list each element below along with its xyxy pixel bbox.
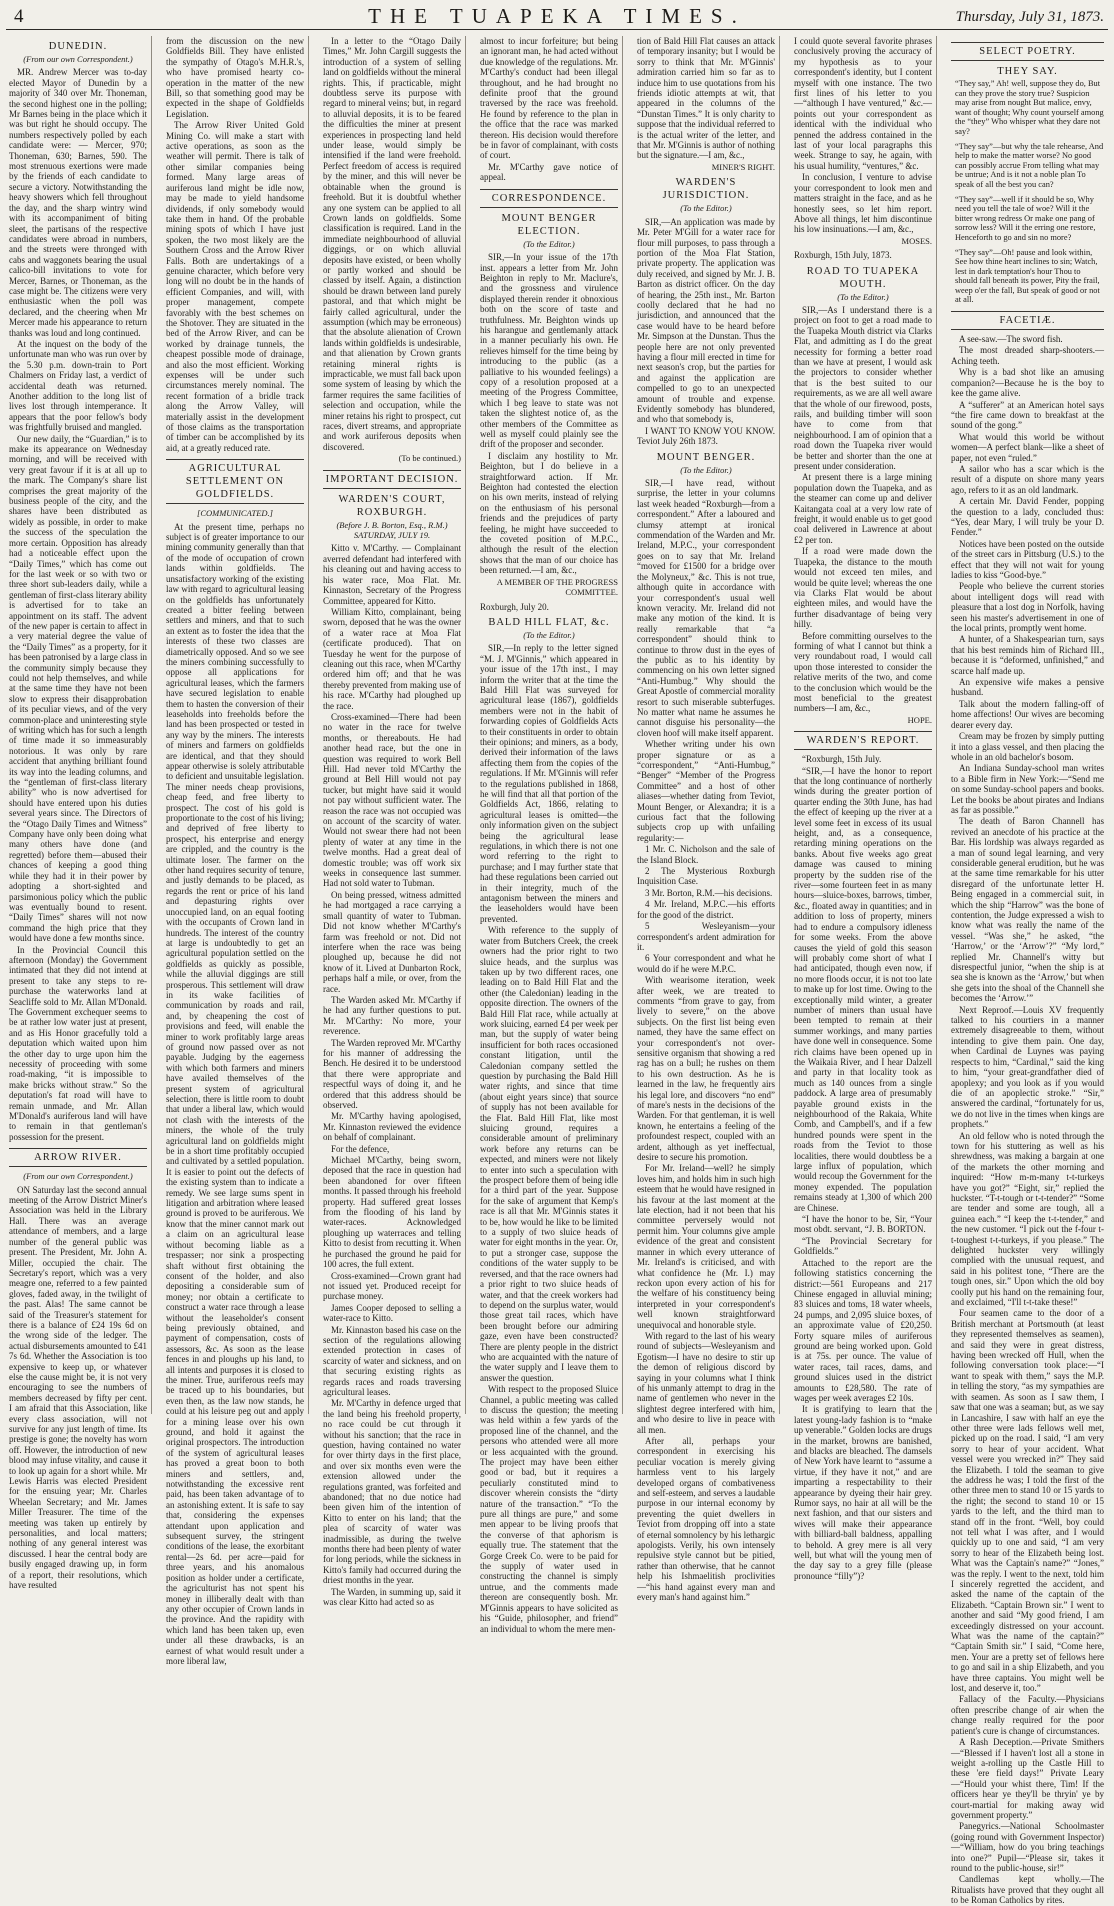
paragraph: After all, perhaps your correspondent in exercising his peculiar vocation is merely giving harmless vent to his largely developed organs of combativeness and self-esteem, and serves a laudable purpose in our internal economy by preventing the quiet dwellers in Teviot from dropping off into a state of eternal somnolency by his lethargic apologists. Verily, his own intensely repulsive style cannot but be pitied, rather than otherwise, that he cannot help his Ishmaelitish proclivities—“his hand against every man and every man's hand against him.” [637,1436,775,1603]
paragraph: On being pressed, witness admitted he had mortgaged a race carrying a small quantity of water to Tubman. Did not know whether M'Carthy's farm was freehold or not. Did not interfere when the race was being ploughed up, because he did not know of it. Lived at Dunbarton Rock, perhaps half a mile, or over, from the race. [323,889,461,994]
paragraph: A “sufferer” at an American hotel says “the fire came down to breakfast at the sound of the gong.” [951,399,1104,431]
paragraph: In a letter to the “Otago Daily Times,” Mr. John Cargill suggests the introduction of a system of selling land on goldfields without the mineral rights. This, if practicable, might doubtless serve its purpose with regard to mineral veins; but, in regard to alluvial deposits, it is to be feared the difficulties the miner at present experiences in prospecting land held under lease, would simply be intensified if the land were freehold. Perfect freedom of access is required by the miner, and this will never be obtainable when the ground is freehold. But it is doubtful whether any one system can be applied to all Crown lands on goldfields. Some classification is required. Land in the immediate neighbourhood of alluvial diggings, or on which alluvial deposits have existed, or been wholly or partly worked and should be classed by itself. Again, a distinction should be drawn between land purely pastoral, and that which might be fairly called agricultural, under the assumption (which may be erroneous) that the absolute alienation of Crown lands within goldfields is undesirable, and that alienation by Crown grants retaining mineral rights is impracticable, we must fall back upon some system of leasing by which the farmer requires the same facilities of selection and occupation, while the miner retains his right to prospect, cut races, divert streams, and appropriate and work auriferous deposits when discovered. [323,36,461,452]
paragraph: The Warden, in summing up, said it was clear Kitto had acted so as [323,1586,461,1608]
paragraph: The Warden asked Mr. M'Carthy if he had any further questions to put. Mr. M'Carthy: No more, your reverence. [323,994,461,1037]
paragraph: Mr. M'Carthy having apologised, Mr. Kinnaston reviewed the evidence on behalf of complainant. [323,1111,461,1143]
paragraph: Mr. Kinnaston based his case on the section of the regulations allowing extended protection in cases of scarcity of water and sickness, and on that securing existing rights as regards races and roads traversing agricultural leases. [323,1324,461,1397]
paragraph: Cross-examined—Crown grant had not issued yet. Produced receipt for purchase money. [323,1270,461,1302]
byline: (From our own Correspondent.) [23,1171,133,1182]
paragraph: Our new daily, the “Guardian,” is to make its appearance on Wednesday morning, and will be received with very great favour if it is at all up to the mark. The Company's share list comprises the great majority of the business people of the city, and the shares have been distributed as widely as possible, in order to make the success of the speculation the more certain. Opposition has already had a noticeable effect upon the “Daily Times,” which has come out for the last week or so with two or three short sub-leaders daily, while a gentleman of first-class literary ability is advertised for to take an appointment on its staff. The advent of the new paper is certain to affect in a very material degree the value of the “Daily Times” as a property, for it has been patronised by a large class in the community simply because they could not help themselves, and while at the same time they have not been slow to express their disapprobation of its peculiar views, and of the very common-place and uninteresting style of writing which has for such a length of time made it so immeasurably notorious. It was only by rare accident that anything brilliant found its way into the leading columns, and the “gentleman of first-class literary ability” who is now advertised for should have entered upon his duties several years since. The Directors of the “Otago Daily Times and Witness” Company have only been doing what many others have done (and regretted) before them—abused their chances of keeping a good thing while they had it in their power by adopting a short-sighted and parsimonious policy which the public was eventually bound to resent. “Daily Times” shares will not now command the high price that they would have done a few months since. [9,433,147,944]
byline: (From our own Correspondent.) [23,54,133,64]
paragraph: The Warden reproved Mr. M'Carthy for his manner of addressing the Bench. He desired it to be understood that there were appropriate and respectful ways of doing it, and he ordered that this address should be observed. [323,1037,461,1110]
paragraph: A sailor who has a scar which is the result of a dispute on shore many years ago, refers to it as an old landmark. [951,463,1104,495]
paragraph: “Roxburgh, 15th July. [802,754,882,765]
paragraph: An Indiana Sunday-school man writes to a Bible firm in New York:—“Send me on some Sunday-school papers and books. Let the books be about pirates and Indians as far as possible.” [951,763,1104,815]
paragraph: 6 Your correspondent and what he would do if he were M.P.C. [637,953,775,974]
newspaper-title: THE TUAPEKA TIMES. [368,4,746,28]
article-heading: THEY SAY. [997,66,1058,77]
poem-stanza: “They say,” Ah! well, suppose they do, But can they prove the story true? Suspicion may arise from nought But malice, envy, want of thought; Why count yourself among the “they” Who whisper what they dare not say? [955,79,1104,136]
signature: (To be continued.) [398,453,461,464]
paragraph: A Rash Deception.—Private Smithers—“Blessed if I haven't lost all a stone in weight a-rolling up the Castle Hill to these 'ere field days!” Private Leary—“Hould your whist there, Tim! If the officers hear ye they'll be thryin' ye by court-martial for making away wid government property.” [951,1737,1104,1820]
paragraph: With regard to the last of his weary round of subjects—Wesleyanism and Egotism—I have no desire to stir up the demon of religious discord by saying in your columns what I think of his unmanly attempt to drag in the name of gentlemen who never in the slightest degree interfered with him, and who desire to live in peace with all men. [637,1330,775,1435]
column-5 [634,36,780,1603]
paragraph: 1 Mr. C. Nicholson and the sale of the Island Block. [637,844,775,865]
paragraph: A hunter, of a Shakespearian turn, says that his best reminds him of Richard III., because it is “deformed, unfinished,” and scarce half made up. [951,634,1104,676]
paragraph: Cream may be frozen by simply putting it into a glass vessel, and then placing the whole in an old bachelor's bosom. [951,731,1104,762]
paragraph: I disclaim any hostility to Mr. Beighton, but I do believe in a straightforward action. If Mr. Beighton had contested the election on his own merits, instead of relying on the enthusiasm of his personal friends and the prejudices of party feeling, he might have succeeded to the coveted position of M.P.C., although the result of the election shows that the man of our choice has been returned.—I am, &c., [480,450,618,576]
paragraph: Kitto v. M'Carthy. — Complainant averred defendant had interfered with his cleaning out and having access to his water race, Moa Flat. Mr. Kinnaston, Secretary of the Progress Committee, appeared for Kitto. [323,543,461,606]
paragraph: It is gratifying to learn that the latest young-lady fashion is to “make up venerable.” Golden locks are drugs in the market, browns are banished, and blacks are bleached. The damsels of New York have learnt to “assume a virtue, if they have it not,” and are imparting a respectability to their appearance by dyeing their hair grey. Rumor says, no hair at all will be the next fashion, and that our sisters and wives will make their appearance with billiard-ball baldness, appalling to behold. A grey mere is all very well, but what will the young men of the day say to a grey fille (please pronounce “filly”)? [794,1404,932,1581]
paragraph: At the inquest on the body of the unfortunate man who was run over by the 5.30 p.m. down-train to Port Chalmers on Friday last, a verdict of accidental death was returned. Another addition to the long list of lives lost through intemperance. It appears that the poor fellow's body was frightfully bruised and mangled. [9,338,147,433]
paragraph: “SIR,—I have the honor to report that the long continuance of northerly winds during the greater portion of quarter ending the 30th June, has had the effect of keeping up the river at a level some feet in excess of its usual height, and, as a consequence, retarding mining operations on the banks. About five weeks ago great damage was caused to mining property by the sudden rise of the river—some fourteen feet in as many hours—sluice-boxes, barrows, timber, &c., floated away in quantities; and in addition to loss of property, miners had to endure a compulsory idleness for some weeks. From the above causes the yield of gold this season will probably come short of what I had anticipated, though even now, if no more floods occur, it is not too late to make up for lost time. Owing to the exceptionally mild winter, a greater number of miners than usual have been tempted to remain at their summer workings, and many parties have done well in consequence. Some rich claims have been opened up in the Waikaia River, and I hear Dalzell and party in that locality took as much as 140 ounces from a single paddock. A large area of presumably payable ground exists in the neighbourhood of the Rakaia, White Comb, and Campbell's, and if a few hundred pounds were spent in the roads from the Teviot to those localities, there would doubtless be a large influx of population, which would recoup the Government for the money expended. The population remains steady at 1,300 of which 200 are Chinese. [794,765,932,1213]
byline: (To the Editor.) [837,291,889,302]
byline: (Before J. B. Borton, Esq., R.M.) SATURDAY, JULY 19. [336,519,448,541]
paragraph: 4 Mr. Ireland, M.P.C.—his efforts for the good of the district. [637,899,775,920]
paragraph: “I have the honor to be, Sir, “Your most obdt. servant, “J. B. BORTON. [794,1214,932,1235]
paragraph: The most dreaded sharp-shooters.—Aching teeth. [951,345,1104,366]
paragraph: With reference to the supply of water from Butchers Creek, the creek owners had the prior right to two sluice heads, and the surplus was taken up by two different races, one leading on to Bald Hill Flat and the other (the Caledonian) leading in the opposite direction. The owners of the Bald Hill Flat race, while actually at work sluicing, earned £4 per week per man, but the supply of water being insufficient for both races occasioned constant litigation, until the Caledonian company settled the question by purchasing the Bald Hill water rights, and since that time (about eight years since) that source of supply has not been available for the Flat. Bald Hill Flat, like most sluicing ground, requires a considerable amount of preliminary work before any returns can be expected, and miners were not likely to enter into such a speculation with the prospect before them of being idle for a third part of the year. Suppose for the sake of argument that Kemp's race is all that Mr. M'Ginnis states it to be, how would he like to be limited to a supply of two sluice heads of water for eight months in the year. Or, to put a stronger case, suppose the conditions of the water supply to be reversed, and that the race owners had a prior right to two sluice heads of water, and that the creek workers had to depend on the surplus water, would those great tail races, which have been brought before our admiring gaze, even have been constructed? There are plenty people in the district who are acquainted with the nature of the water supply and I leave them to answer the question. [480,925,618,1383]
poem-stanza-wrapper [951,248,1104,306]
paragraph: With wearisome iteration, week after week, we are treated to comments “from grave to gay, from lively to severe,” on the above subjects. On the first list being even named, they have the same effect on your correspondent's not over-sensitive organism that showing a red rag has on a bull; he rushes on them to his own destruction. As he is learned in the law, he frequently airs his legal lore, and discovers “no end” of mare's nests in the decisions of the Warden. For that gentleman, it is well known, he entertains a feeling of the profoundest respect, coupled with an ardent, although as yet ineffectual, desire to secure his promotion. [637,975,775,1163]
poem-stanza-wrapper [951,142,1104,190]
paragraph: Candlemas kept wholly.—The Ritualists have proved that they ought all to be Roman Catholics by rites. [951,1874,1104,1906]
paragraph: The Arrow River United Gold Mining Co. will make a start with active operations, as soon as the weather will permit. There is talk of other similar companies being formed. Many large areas of auriferous land might be idle now, may be made to yield handsome dividends, if only somebody would take them in hand. Of the probable mining spots of which I have just spoken, the two most likely are the Southern Cross and the Arrow River Falls. Both are undertakings of a genuine character, which before very long will no doubt be in the hands of efficient Companies, and will, with proper management, compete favorably with the best schemes on the Shotover. They are situated in the bed of the Arrow River, and can be worked by drainage tunnels, the cheapest possible mode of drainage, and also the most efficient. Working expenses will be under such circumstances merely nominal. The recent formation of a bridle track along the Arrow Valley, will materially assist in the development of those claims as the transportation of timber can be accomplished by its aid, at a greatly reduced rate. [166,120,304,453]
article-heading: DUNEDIN. [48,41,108,52]
paragraph: Fallacy of the Faculty.—Physicians often prescribe change of air when the change really required for the poor patient's cure is change of circumstances. [951,1694,1104,1736]
byline: (To the Editor.) [523,238,575,249]
article-heading: WARDEN'S REPORT. [794,731,932,750]
paragraph: What would this world be without women—A perfect blank—like a sheet of paper, not even “ruled.” [951,431,1104,463]
paragraph: At present there is a large mining population down the Tuapeka, and as the steamer can come up and deliver Kaitangata coal at a very low rate of freight, it would enable us to get good coal delivered in Lawrence at about £2 per ton. [794,472,932,545]
column-3 [320,36,466,1608]
paragraph: I could quote several favorite phrases conclusively proving the accuracy of my hypothesis as to your correspondent's identity, but I content myself with one instance. The two first lines of his letter to you—“although I have ventured,” &c.—points out your correspondent as identical with the individual who penned the address contained in the last of your local paragraphs this week. Strange to say, he again, with his usual humility, “ventures,” &c. [794,36,932,171]
poem-stanza: “They say”—but why the tale rehearse, And help to make the matter worse? No good can possibly accrue From telling what may be untrue; And is it not a noble plan To speak of all the best you can? [955,141,1104,189]
paragraph: Talk about the modern falling-off of home affections! Our wives are becoming dearer every day. [951,698,1104,730]
signature: HOPE. [907,714,932,725]
paragraph: Roxburgh, July 20. [480,601,549,612]
issue-date: Thursday, July 31, 1873. [955,9,1104,25]
paragraph: Notices have been posted on the outside of the street cars in Pittsburg (U.S.) to the effect that they will not wait for young ladies to kiss “Good-bye.” [951,538,1104,580]
byline: [COMMUNICATED.] [197,508,273,519]
byline: (To the Editor.) [680,464,732,475]
paragraph: Mr. M'Carthy in defence urged that the land being his freehold property, no race could be cut through it without his sanction; that the race in question, having contained no water for over thirty days in the first place, and over six months even were the extension allowed under the regulations granted, was forfeited and abandoned; that no due notice had been given him of the intention of Kitto to enter on his land; that the plea of scarcity of water was inadmissible, as during the twelve months there had been plenty of water for long periods, while the sickness in Kitto's family had occurred during the driest months in the year. [323,1398,461,1586]
paragraph: In the Provincial Council this afternoon (Monday) the Government intimated that they did not intend at present to take any steps to re-purchase the waterworks land at Seacliffe sold to Mr. Allan M'Donald. The Government exchequer seems to be at rather low water just at present, and as His Honor gracefully told a deputation which waited upon him the other day to urge upon him the necessity of proceeding with some road-making, “it is impossible to make bricks without straw.” So the deputation's fat road will have to remain unmade, and Mr. Allan M'Donald's auriferous land will have to remain in that gentleman's possession for the present. [9,944,147,1142]
paragraph: SIR,—In your issue of the 17th inst. appears a letter from Mr. John Beighton in reply to Mr. Maclure's, and the grossness and virulence displayed therein render it obnoxious both on the score of taste and truthfulness. Mr. Beighton winds up his harangue and gentlemanly attack in a manner peculiarly his own. He relieves himself for the time being by introducing to the public (as a palliative to his wounded feelings) a copy of a resolution proposed at a meeting of the Progress Committee, which I beg leave to state was not taken the slightest notice of, as the other members of the Committee as well as myself could plainly see the drift of the proposer and seconder. [480,252,618,450]
paragraph: For the defence, [331,1143,390,1154]
signature: MINER'S RIGHT. [711,161,775,172]
masthead [6,4,1108,30]
paragraph: 3 Mr. Borton, R.M.—his decisions. [645,887,773,898]
byline: (To the Editor.) [680,203,732,214]
paragraph: A see-saw.—The sword fish. [959,334,1063,345]
paragraph: 5 Wesleyanism—your correspondent's ardent admiration for it. [637,921,775,952]
paragraph: ON Saturday last the second annual meeting of the Arrow District Miner's Association was held in the Library Hall. There was an average attendance of members, and a large number of the general public was present. The President, Mr. John A. Miller, occupied the chair. The Secretary's report, which was a very meagre one, referred to a few painted gloves, faded away, in the twilight of the past. Alas! The same cannot be said of the Treasurer's statement for there is a balance of £24 19s 6d on the wrong side of the ledger. The actual disbursements amounted to £41 7s 6d. Whether the Association is too expensive to keep up, or whatever else the cause might be, it is not very encouraging to see the numbers of members decreased by fifty per cent. I am afraid that this Association, like every class association, will not survive for any just length of time. Its prestige is gone; the novelty has worn off. However, the introduction of new blood may infuse vitality, and cause it to look up again for a short while. Mr Lewis Harris was elected President for the ensuing year; Mr. Charles Wheelan Secretary; and Mr. James Miller Treasurer. The time of the meeting was taken up entirely by personalities, and local matters; nothing of any general interest was discussed. I hear the central body are busily engaged drawing up, in form of a report, their resolutions, which have resulted [9,1184,147,1591]
article-heading: AGRICULTURAL SETTLEMENT ON GOLDFIELDS. [166,459,304,504]
column-6 [791,36,937,1581]
paragraph: Panegyrics.—National Schoolmaster (going round with Government Inspector)—“William, how do you bring teachings into one?” Pupil—“Please sir, takes it round to the public-house, sir!” [951,1821,1104,1873]
article-heading: ROAD TO TUAPEKA MOUTH. [806,265,920,290]
paragraph: from the discussion on the new Goldfields Bill. They have enlisted the sympathy of Otago's M.H.R.'s, who have promised hearty co-operation in the matter of the new Bill, so that something good may be expected in the shape of Goldfields Legislation. [166,36,304,119]
paragraph: tion of Bald Hill Flat causes an attack of temporary insanity; but I would be sorry to think that Mr. M'Ginnis' admiration carried him so far as to induce him to use quotations from his friends idiotic attempts at wit, that appeared in the columns of the “Dunstan Times.” It is only charity to suppose that the individual referred to is the actual writer of the letter, and that Mr. M'Ginnis is author of nothing but the signature.—I am, &c., [637,36,775,161]
paragraph: James Cooper deposed to selling a water-race to Kitto. [323,1302,461,1324]
paragraph: Before committing ourselves to the forming of what I cannot but think a very roundabout road, I would call upon those interested to consider the relative merits of the two, and come to the conclusion which would be the most beneficial to the greatest numbers—I am, &c., [794,630,932,714]
article-heading: CORRESPONDENCE. [480,189,618,208]
poem-stanza: “They say”—well if it should be so, Why need you tell the tale of woe? Will it the bitter wrong redress Or make one pang of sorrow less? Will it the erring one restore, Henceforth to go and sin no more? [955,194,1096,242]
article-heading: WARDEN'S COURT, ROXBURGH. [338,493,446,518]
paragraph: A certain Mr. David Fender, popping the question to a lady, concluded thus: “Yes, dear Mary, I will truly be your D. Fender.” [951,496,1104,538]
column-4 [477,36,623,1634]
article-heading: ARROW RIVER. [9,1148,147,1167]
column-2 [163,36,309,1666]
paragraph: People who believe the current stories about intelligent dogs will read with pleasure that a lost dog in Norfolk, having seen his master's advertisement in one of the local prints, promptly went home. [951,581,1104,634]
paragraph: Roxburgh, 15th July, 1873. [794,250,892,261]
article-heading: FACETIÆ. [951,311,1104,330]
paragraph: 2 The Mysterious Roxburgh Inquisition Case. [637,866,775,887]
paragraph: Whether writing under his own proper signature or as a “correspondent,” “Anti-Humbug,” “Benger” “Member of the Progress Committee” and a host of other aliases—whether dating from Teviot, Mount Benger, or Alexandra; it is a curious fact that the following subjects crop up with unfailing regularity:— [637,739,775,843]
poem-stanza-wrapper [951,195,1104,243]
poem-stanza-wrapper [951,79,1104,137]
paragraph: In conclusion, I venture to advise your correspondent to look men and matters straight in the face, and as he honestly sees, so let him report. Above all things, let him discontinue his low insinuations.—I am, &c., [794,172,932,235]
signature: MOSES. [901,235,932,246]
column-1 [6,36,152,1591]
signature: A MEMBER OF THE PROGRESS COMMITTEE. [496,576,618,598]
paragraph: William Kitto, complainant, being sworn, deposed that he was the owner of a water race at Moa Flat (certificate produced). That on Tuesday he went for the purpose of cleaning out this race, when M'Carthy ordered him off; and that he was thereby prevented from making use of his race. M'Carthy had ploughed up the race. [323,606,461,711]
paragraph: At the present time, perhaps no subject is of greater importance to our mining community generally than that of the mode of occupation of crown lands within goldfields. The unsatisfactory working of the existing law with regard to agricultural leasing on the goldfields has unfortunately created a bitter feeling between settlers and miners, and that to such an extent as to foster the idea that the interests of these two classes are diametrically opposed. And so we see the miners combining successfully to oppose all applications for agricultural leases, which the farmers have secured legislation to enable them to hasten the conversion of their leaseholds into freeholds before the land has been prospected or tested in any way by the miners. The interests of miners and farmers on goldfields are identical, and that they should appear otherwise is solely attributable to deficient and unsuitable legislation. The miner needs cheap provisions, cheap feed, and free liberty to prospect. The cost of his gold is proportionate to the cost of his living; and deprived of free liberty to prospect, his enterprise and energy are crippled, and the country is the ultimate loser. The farmer on the other hand requires security of tenure, and justly demands to be placed, as regards the rent or price of his land and depasturing rights over unoccupied land, on an equal footing with the occupants of Crown land in hundreds. The interest of the country at large is undoubtedly to get an agricultural population settled on the goldfields as quickly as possible, while the alluvial diggings are still prosperous. This settlement will draw in its wake facilities of communication by roads and rail, and, by cheapening the cost of provisions and feed, will enable the miner to work profitably large areas of ground now passed over as not payable. Judging by the eagerness with which both farmers and miners have availed themselves of the present system of agricultural selection, there is little room to doubt that under a liberal law, which would not clash with the interests of the miners, the whole of the truly agricultural land on goldfields might be in a short time profitably occupied and cultivated by a settled population. It is easier to point out the defects of the existing system than to indicate a remedy. We see large sums spent in litigation and arbitration where leased ground is proved to be auriferous. We know that the miner cannot mark out a claim on an agricultural lease without becoming liable as a trespasser; nor sink a prospecting shaft without first obtaining the consent of the holder, and also depositing a considerable sum of money; nor obtain a certificate to construct a water race through a lease without the leaseholder's consent being previously obtained, and payment of compensation, costs of assessors, &c. As soon as the lease fences in and ploughs up his land, to all intents and purposes it is closed to the miner. True, auriferous reefs may be traced up to his boundaries, but even then, as the law now stands, he could at his leisure peg out and apply for a mining lease over his own ground, and hold it against the original prospectors. The introduction of the system of agricultural leases has proved a great boon to both miners and settlers, and, notwithstanding the excessive rent paid, has been taken advantage of to an astonishing extent. It is safe to say that, considering the expenses attendant upon application and subsequent survey, the stringent conditions of the lease, the exorbitant rental—2s 6d. per acre—paid for three years, and his anomalous position as holder under a certificate, the agriculturist has not spent his money in illiberally dealt with than any other occupier of Crown lands in the province. And the rapidity with which land has been taken up, even under all these drawbacks, is an earnest of what would result under a more liberal law, [166,521,304,1666]
poem-stanza: “They say”—Oh! pause and look within, See how thine heart inclines to sin; Watch, lest in dark temptation's hour Thou to should fall beneath its power, Pity the frail, weep o'er the fall, But speak of good or not at all. [955,247,1100,305]
paragraph: “The Provincial Secretary for Goldfields.” [794,1235,932,1257]
paragraph: An expensive wife makes a pensive husband. [951,677,1104,698]
paragraph: Next Reproof.—Louis XV frequently talked to his courtiers in a manner extremely disagreeable to them, without intending to give them pain. One day, when Cardinal de Luynes was paying respects to him, “Cardinal,” said the king to him, “your great-grandfather died of apoplexy; and you look as if you would die of an apoplectic stroke.” “Sir,” answered the cardinal, “fortunately for us, we do not live in the times when kings are prophets.” [951,1004,1104,1130]
paragraph: For Mr. Ireland—well? he simply loves him, and holds him in such high esteem that he would have resigned in his favour at the last moment at the late election, had it not been that his committee perversely would not permit him. Your columns give ample evidence of the great and consistent manner in which every utterance of Mr. Ireland's is criticised, and with what confidence he (Mr. I.) may reckon upon every action of his for the welfare of his constituency being interpreted in your correspondent's well known straightforward unequivocal and honorable style. [637,1163,775,1330]
byline: (To the Editor.) [523,629,575,640]
article-heading: MOUNT BENGER. [656,451,756,463]
paragraph: Attached to the report are the following statistics concerning the district:—561 Europeans and 217 Chinese engaged in alluvial mining; 83 sluices and toms, 18 water wheels, 24 pumps, and 2,095 sluice boxes, of an approximate value of £20,250. Forty square miles of auriferous ground are being worked upon. Gold is at 75s. per ounce. The value of water races, tail races, dams, and ground sluices used in the district amounts to £28,580. The rate of wages per week averages £2 10s. [794,1257,932,1403]
paragraph: almost to incur forfeiture; but being an ignorant man, he had acted without due knowledge of the regulations. Mr. M'Carthy's conduct had been illegal throughout, and he had brought no definite proof that the ground traversed by the race was freehold. He found by reference to the plan in the office that the race was marked thereon. His decision would therefore be in favor of complainant, with costs of court. [480,36,618,161]
paragraph: SIR,—In reply to the letter signed “M. J. M'Ginnis,” which appeared in your issue of the 17th inst., I may inform the writer that at the time the Bald Hill Flat was surveyed for agricultural lease (1867), goldfields members were not in the habit of forwarding copies of Goldfields Acts to their constituents in order to obtain their opinions; and miners, as a body, derived their information of the laws affecting them from the copies of the regulations. If Mr. M'Ginnis will refer to the regulations published in 1868, he will find that all that portion of the Goldfields Act, 1866, relating to agricultural leases is omitted—the only information given on the subject being the agricultural lease regulations, in which there is not one word referring to the right to purchase; and I may further state that had these regulations been carried out in their integrity, much of the antagonism between the miners and the leaseholders would have been prevented. [480,643,618,924]
article-heading: SELECT POETRY. [951,42,1104,61]
paragraph: The death of Baron Channell has revived an anecdote of his practice at the Bar. His lordship was always regarded as a man of sound legal learning, and very considerable general erudition, but he was at the same time remarkable for his utter disregard of the unfortunate letter H. Being engaged in a commercial suit, in which the ship “Harrow” was the bone of contention, the Judge expressed a wish to know what was really the name of the vessel. “Was she,” he asked, “the ‘Harrow,’ or the ‘Arrow’?” “My lord,” replied Mr. Channell's witty but disrespectful junior, “when the ship is at sea she is known as the ‘Arrow,’ but when she gets into the shoal of the Channell she becomes the ‘Arrow.’” [951,816,1104,1004]
paragraph: I WANT TO KNOW YOU KNOW. Teviot July 26th 1873. [637,425,775,447]
paragraph: Why is a bad shot like an amusing companion?—Because he is the boy to kee the game alive. [951,367,1104,399]
paragraph: SIR,—I have read, without surprise, the letter in your columns last week headed “Roxburgh—from a correspondent.” After a laboured and clumsy attempt at ironical commendation of the Warden and Mr. Ireland, M.P.C., your correspondent goes on to say that Mr. Ireland “moved for £1500 for a bridge over the Molyneux,” &c. This is not true, although quite in accordance with your correspondent's usual well known veracity. Mr. Ireland did not make any motion of the kind. It is really remarkable that “a correspondent” should think to continue to throw dust in the eyes of the public as to his identity by commencing on his own letter signed “Anti-Humbug.” Why should the Great Apostle of commercial morality resort to such miserable subterfuges. No matter what name he assumes he cannot disguise his personality—the cloven hoof will make itself apparent. [637,478,775,738]
article-heading: MOUNT BENGER ELECTION. [501,212,597,237]
column-7 [948,36,1108,1906]
paragraph: With respect to the proposed Sluice Channel, a public meeting was called to discuss the question; the meeting was held within a few yards of the proposed line of the channel, and the persons who attended were all more or less acquainted with the ground. The project may have been either good or bad, but it requires a peculiarly constituted mind to discover wherein consists the “dirty nature of the transaction.” “To the pure all things are pure,” and some men appear to be living proofs that the converse of that aphorism is equally true. The statement that the Gorge Creek Co. were to be paid for the supply of water used in constructing the channel is simply untrue, and the comments made thereon are consequently bosh. Mr. M'Ginnis appears to have solicited as his “Guide, philosopher, and friend” an individual to whom the mere men- [480,1384,618,1634]
paragraph: SIR,—An application was made by Mr. Peter M'Gill for a water race for flour mill purposes, to pass through a portion of the Moa Flat Station, private property. The application was duly received, and signed by Mr. J. B. Barton as district officer. On the day of hearing, the 25th inst., Mr. Barton coolly declared that he had no jurisdiction, and announced that the case would have to be heard before Mr. Simpson at the Dunstan. Thus the people here are not only prevented having a flour mill erected in time for next season's crop, but the parties for and against the application are compelled to go to an unexpected amount of trouble and expense. Evidently somebody has blundered, and who that somebody is, [637,216,775,425]
article-heading: IMPORTANT DECISION. [323,470,461,489]
paragraph: SIR,—As I understand there is a project on foot to get a road made to the Tuapeka Mouth district via Clarks Flat, and admitting as I do the great necessity for forming a better road than we have at present, I would ask the projectors to consider whether that is the best suited to our requirements, as we are all well aware that the whole of our firewood, posts, rails, and building timber will soon have to come from that neighbourhood. I am of opinion that a road down the Tuapeka river would be better and shorter than the one at present under consideration. [794,304,932,472]
article-heading: WARDEN'S JURISDICTION. [662,177,750,202]
paragraph: Mr. M'Carthy gave notice of appeal. [480,161,618,183]
paragraph: Michael M'Carthy, being sworn, deposed that the race in question had been abandoned for over fifteen months. It passed through his freehold property. Had suffered great losses from the flooding of his land by water-races. Acknowledged ploughing up waterraces and telling Kitto to desist from recutting it. When he purchased the ground he paid for 100 acres, the full extent. [323,1155,461,1270]
paragraph: An old fellow who is noted through the town for his stuttering as well as his shrewdness, was making a bargain at one of the markets the other morning and inquired: “How m-m-many t-t-turkeys have you got?” “Eight, sir,” replied the huckster. “T-t-tough or t-t-tender?” “Some are tender and some are tough, all a guinea each.” “I keep the t-t-tender,” and the new customer. “I pick out the f-four t-t-toughest t-t-turkeys, if you please.” The delighted huckster very willingly complied with the unusual request, and said in his politest tone, “There are the tough ones, sir.” Upon which the old boy coolly put his hand on the remaining four, and exclaimed, “I'll t-t-take these!” [951,1130,1104,1308]
paragraph: MR. Andrew Mercer was to-day elected Mayor of Dunedin by a majority of 340 over Mr. Thoneman, the second highest one in the polling; Mr Barnes being in the place which it was but right he should occupy. The numbers respectively polled by each candidate were: — Mercer, 970; Thoneman, 630; Barnes, 590. The most strenuous exertions were made by the friends of each candidate to secure a victory. Notwithstanding the heavy showers which fell throughout the day, and the sharp wintry wind with its accompaniment of biting sleet, the partisans of the respective candidates were abroad in numbers, and the streets were thronged with cabs and waggonets bearing the usual calico-bill invitations to vote for Mercer, Barnes, or Thoneman, as the case might be. The citizens were very enthusiastic when the poll was declared, and the cheering when Mr Mercer made his appearance to return thanks was loud and long continued. [9,67,147,338]
paragraph: Four seamen came to the door of a British merchant at Portsmouth (at least they represented themselves as seamen), and said they were in great distress, having been wrecked off Hull, when the following conversation took place:—“I want to speak with them,” says the M.P. in telling the story, “as my sympathies are with seamen. As soon as I saw them, I saw that one was a seaman; but, as we say in Lancashire, I saw with half an eye the other three were lads fellows well met, picked up on the road. I said, “I am very sorry to hear of your accident. What vessel were you wrecked in?” They said the Elizabeth. I told the seaman to give the address he was; I told the first of the other three men to stand 10 or 15 yards to the right; the second to stand 10 or 15 yards to the left, and the third man to stand off in the front. “Well, boy could not tell what I was after, and I would quickly up to one and said, “I am very sorry to hear of the Elizabeth being lost. What was the Captain's name?” “Jones,” was the reply. I went to the next, told him I sincerely regretted the accident, and asked the name of the captain of the Elizabeth. “Captain Brown sir.” I went to another and said “My good friend, I am exceedingly distressed on your account. What was the name of the captain?” “Captain Smith sir.” I said, “Come here, men. Your are a pretty set of fellows here to go and sail in a ship Elizabeth, and you have three captains. You might well be lost, and deserve it, too.” [951,1308,1104,1694]
article-heading: BALD HILL FLAT, &c. [488,616,610,628]
paragraph: If a road were made down the Tuapeka, the distance to the mouth would not exceed ten miles, and would be quite level; whereas the one via Clarks Flat would be about eighteen miles, and would have the further disadvantage of being very hilly. [794,546,932,630]
page-number: 4 [14,6,24,27]
paragraph: Cross-examined—There had been no water in the race for twelve months, or thereabouts. He had another head race, but the one in question was required to work Bell Hill. Had never told M'Carthy the ground at Bell Hill would not pay tucker, but might have said it would not pay without sufficient water. The reason the race was not occupied was on account of the scarcity of water. Would not swear there had not been plenty of water at any time in the twelve months. Had a great deal of domestic trouble; was off work six weeks in consequence last summer. Had not sold water to Tubman. [323,711,461,889]
